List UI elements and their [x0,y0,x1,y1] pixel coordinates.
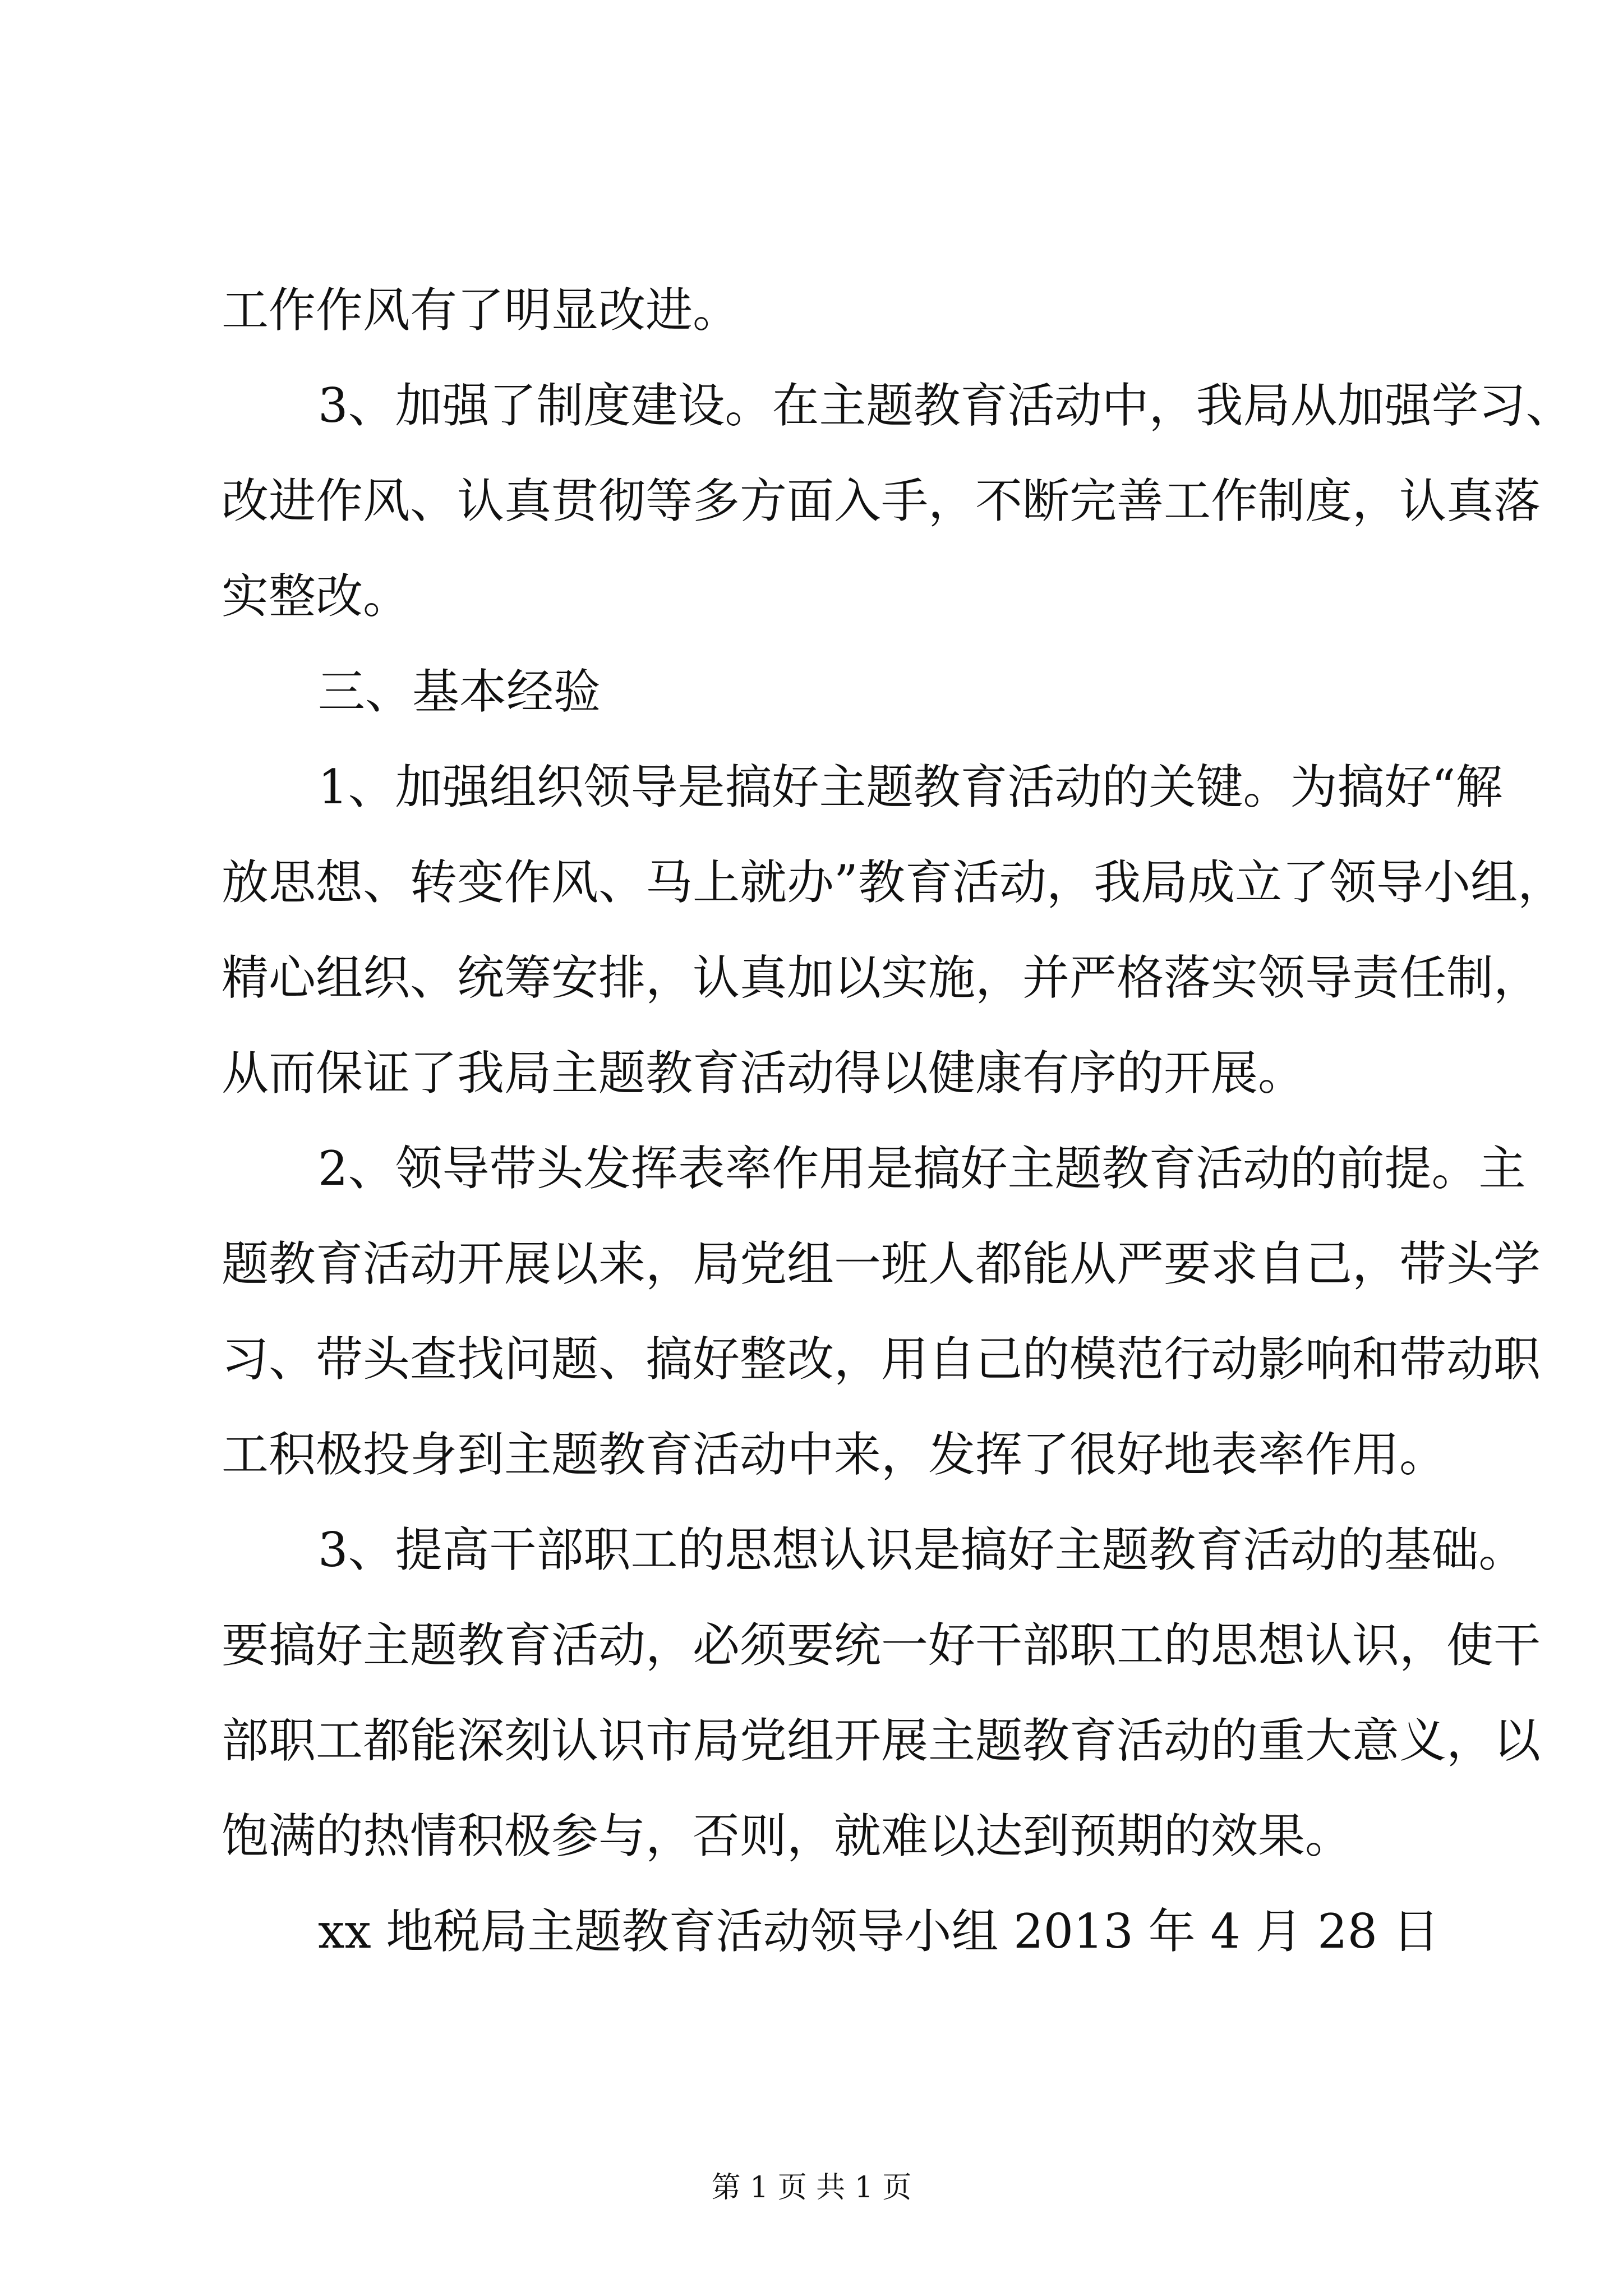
text-line: 精心组织、统筹安排，认真加以实施，并严格落实领导责任制， [222,950,1541,1005]
text-line: 2、领导带头发挥表率作用是搞好主题教育活动的前提。主 [318,1141,1526,1196]
text-line: 1、加强组织领导是搞好主题教育活动的关键。为搞好“解 [318,760,1503,815]
page-number: 第 1 页 共 1 页 [711,2171,912,2205]
text-line: 部职工都能深刻认识市局党组开展主题教育活动的重大意义，以 [222,1713,1541,1768]
text-line: 工作作风有了明显改进。 [222,283,740,338]
text-line: 3、加强了制度建设。在主题教育活动中，我局从加强学习、 [318,378,1573,433]
text-line: 工积极投身到主题教育活动中来，发挥了很好地表率作用。 [222,1427,1447,1482]
signature-line: xx 地税局主题教育活动领导小组 2013 年 4 月 28 日 [318,1904,1440,1959]
section-heading: 三、基本经验 [318,664,601,719]
text-line: 饱满的热情积极参与，否则，就难以达到预期的效果。 [222,1809,1353,1864]
document-body [222,263,1573,1979]
text-line: 3、提高干部职工的思想认识是搞好主题教育活动的基础。 [318,1522,1526,1577]
text-line: 题教育活动开展以来，局党组一班人都能从严要求自己，带头学 [222,1236,1541,1291]
text-line: 要搞好主题教育活动，必须要统一好干部职工的思想认识，使干 [222,1618,1541,1673]
text-line: 实整改。 [222,569,411,624]
text-line: 放思想、转变作风、马上就办”教育活动，我局成立了领导小组， [222,855,1565,910]
text-line: 从而保证了我局主题教育活动得以健康有序的开展。 [222,1046,1306,1101]
text-line: 习、带头查找问题、搞好整改，用自己的模范行动影响和带动职 [222,1332,1541,1387]
text-line: 改进作风、认真贯彻等多方面入手，不断完善工作制度，认真落 [222,473,1541,528]
